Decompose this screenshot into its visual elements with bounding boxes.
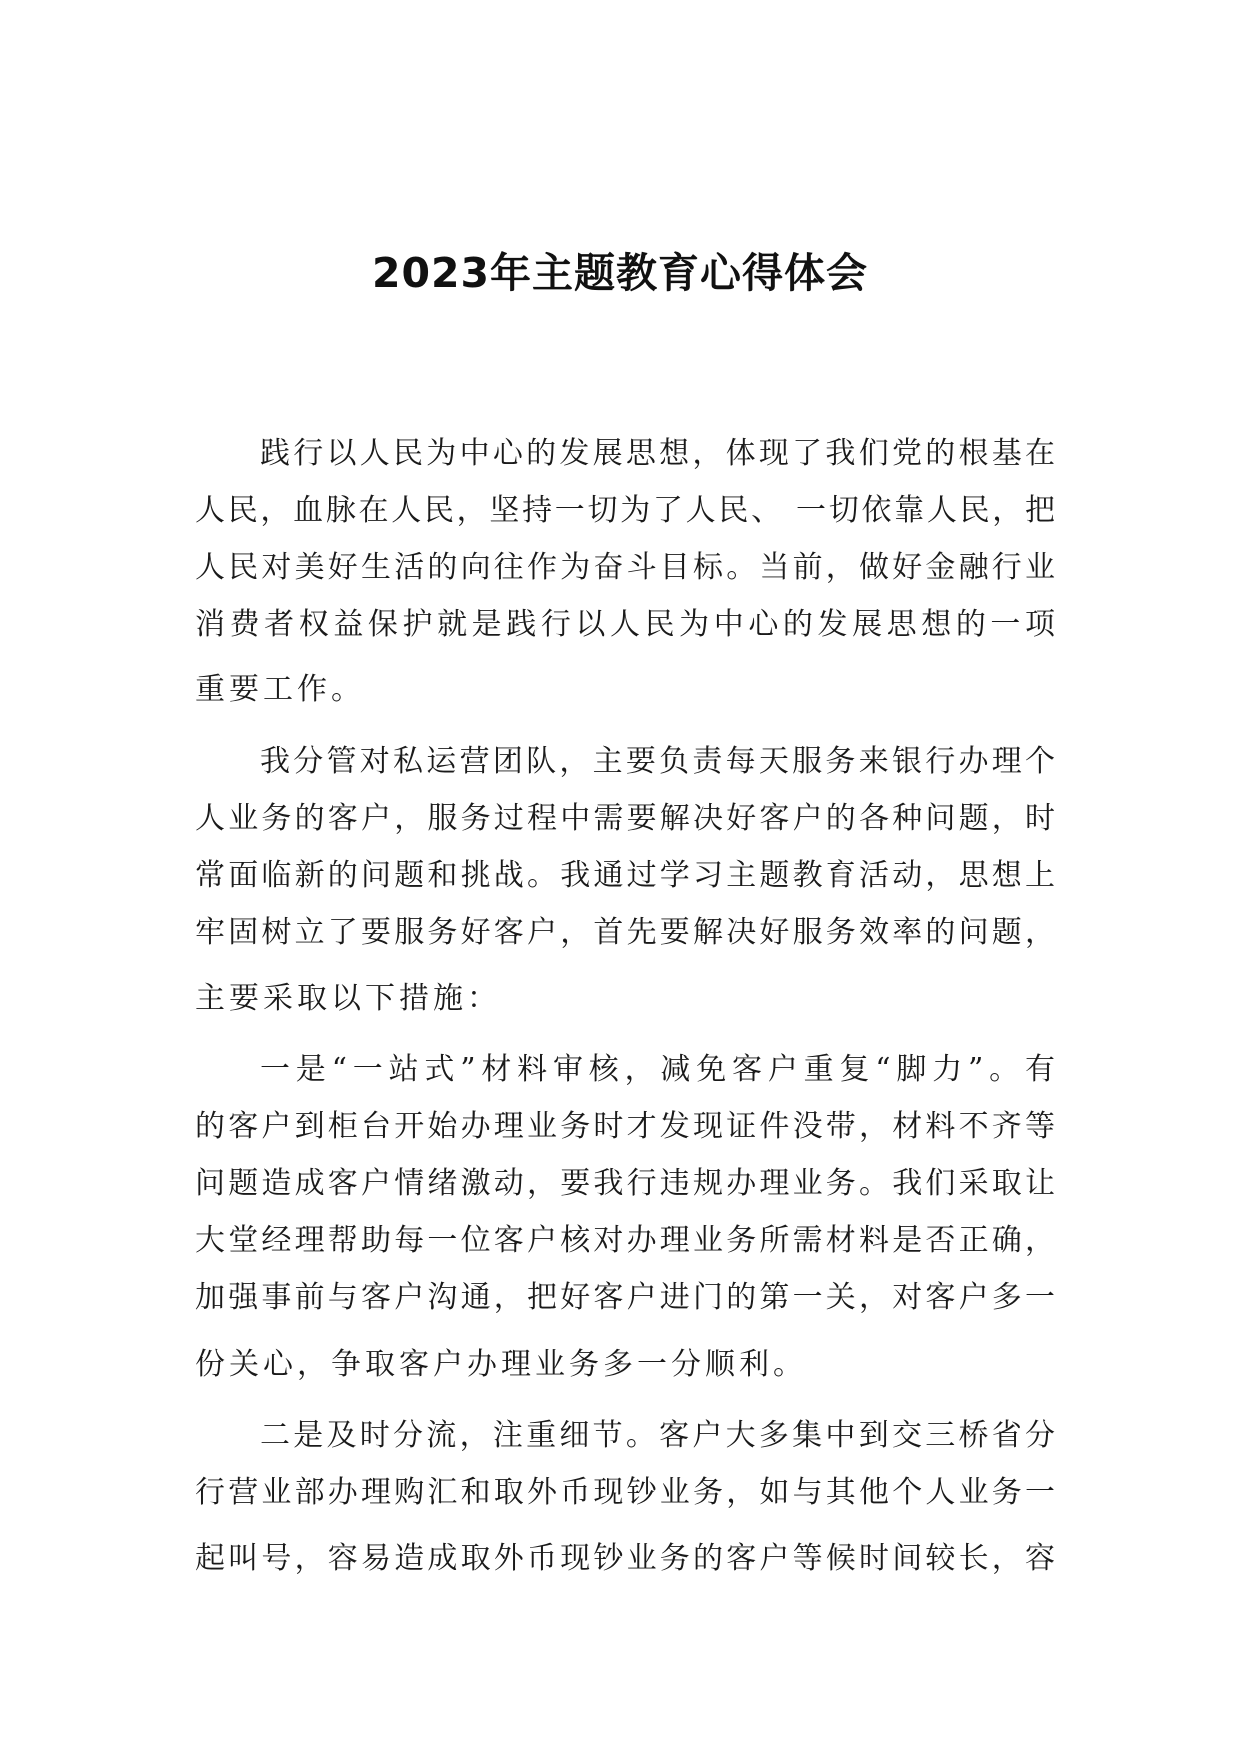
paragraph-line: 加强事前与客户沟通，把好客户进门的第一关，对客户多一 xyxy=(195,1280,1055,1315)
paragraph-line: 起叫号，容易造成取外币现钞业务的客户等候时间较长，容 xyxy=(195,1541,1055,1576)
paragraph-line: 人民对美好生活的向往作为奋斗目标。当前，做好金融行业 xyxy=(195,550,1055,585)
paragraph-line: 问题造成客户情绪激动，要我行违规办理业务。我们采取让 xyxy=(195,1166,1055,1201)
paragraph-line: 的客户到柜台开始办理业务时才发现证件没带，材料不齐等 xyxy=(195,1109,1055,1144)
paragraph-line: 常面临新的问题和挑战。我通过学习主题教育活动，思想上 xyxy=(195,858,1055,893)
paragraph-line: 重要工作。 xyxy=(195,672,365,707)
paragraph-line: 行营业部办理购汇和取外币现钞业务，如与其他个人业务一 xyxy=(195,1475,1055,1510)
paragraph-line: 践行以人民为中心的发展思想，体现了我们党的根基在 xyxy=(260,436,1055,471)
paragraph-line: 二是及时分流，注重细节。客户大多集中到交三桥省分 xyxy=(260,1418,1055,1453)
paragraph-line: 牢固树立了要服务好客户，首先要解决好服务效率的问题， xyxy=(195,915,1055,950)
paragraph-line: 一是“一站式”材料审核，减免客户重复“脚力”。有 xyxy=(260,1052,1055,1087)
paragraph-line: 人民，血脉在人民，坚持一切为了人民、 一切依靠人民，把 xyxy=(195,493,1055,528)
document-title: 2023年主题教育心得体会 xyxy=(371,249,869,297)
paragraph-line: 我分管对私运营团队，主要负责每天服务来银行办理个 xyxy=(260,744,1055,779)
paragraph-line: 大堂经理帮助每一位客户核对办理业务所需材料是否正确， xyxy=(195,1223,1055,1258)
paragraph-line: 主要采取以下措施： xyxy=(195,981,501,1016)
paragraph-line: 份关心，争取客户办理业务多一分顺利。 xyxy=(195,1347,807,1382)
paragraph-line: 消费者权益保护就是践行以人民为中心的发展思想的一项 xyxy=(195,607,1055,642)
paragraph-line: 人业务的客户，服务过程中需要解决好客户的各种问题，时 xyxy=(195,801,1055,836)
